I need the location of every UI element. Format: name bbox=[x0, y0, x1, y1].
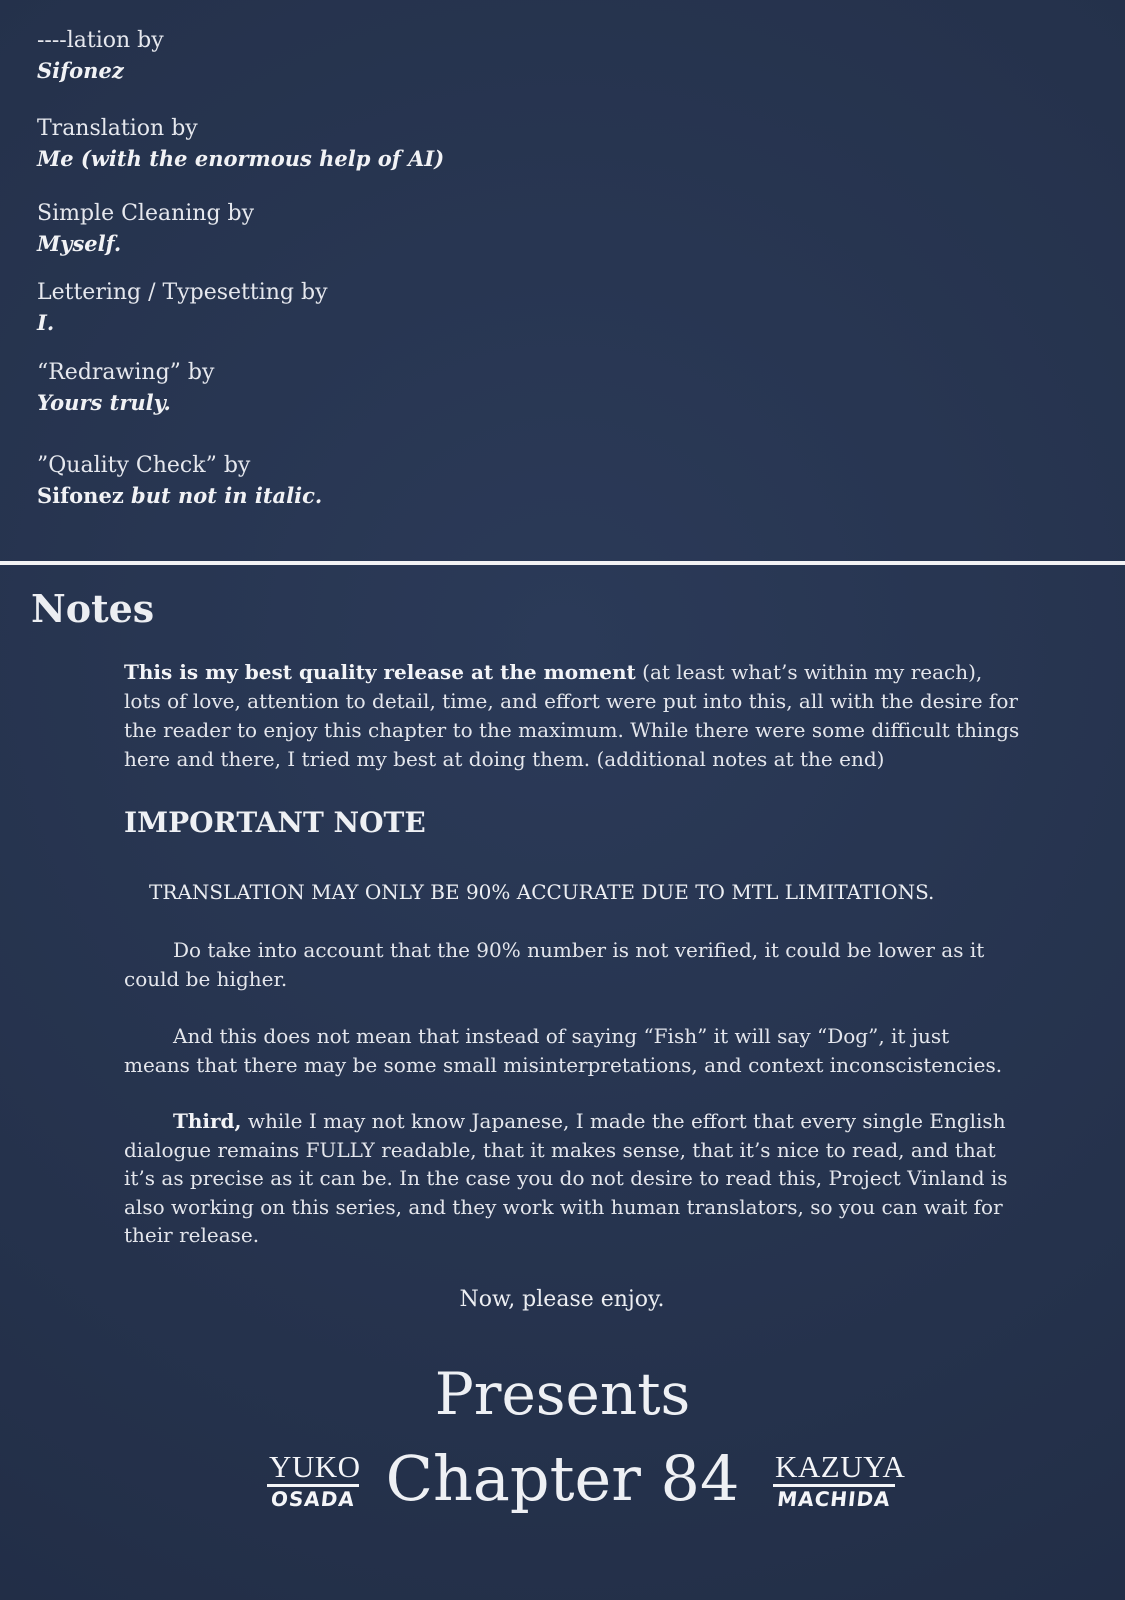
intro-paragraph bbox=[124, 658, 1024, 774]
author-logo-right bbox=[773, 1449, 906, 1511]
credit-name bbox=[37, 481, 322, 511]
credit-entry bbox=[37, 26, 164, 86]
note-bold-lead: Third, bbox=[173, 1109, 242, 1133]
notes-body bbox=[124, 658, 1024, 1312]
credit-entry bbox=[37, 114, 444, 174]
note-paragraph: And this does not mean that instead of saying “Fish” it will say “Dog”, it just means that there may be some small misinterpretations, and context inconscistencies. bbox=[124, 1024, 1003, 1077]
credit-entry bbox=[37, 199, 254, 259]
credit-name: Myself. bbox=[37, 231, 122, 256]
credit-name-upright: Sifonez bbox=[37, 483, 124, 508]
credit-name: Yours truly. bbox=[37, 390, 171, 415]
note-text: while I may not know Japanese, I made the effort that every single English dialogue remains FULLY readable, that it makes sense, that it’s nice to read, and that it’s as precise as it can be. In the case you do not desire to read this, Project Vinland is also working on this series, and they work with human translators, so you can wait for their release. bbox=[124, 1109, 1008, 1247]
author-logo-top-text: YUKO bbox=[267, 1451, 359, 1487]
author-logo-bottom-text: MACHIDA bbox=[776, 1487, 892, 1511]
credit-name-italic: but not in italic. bbox=[123, 483, 323, 508]
presents-title: Presents bbox=[434, 1360, 691, 1428]
chapter-title: Chapter 84 bbox=[385, 1442, 740, 1515]
author-logo-top-text: KAZUYA bbox=[773, 1451, 895, 1487]
credit-entry bbox=[37, 278, 328, 338]
important-note-heading: IMPORTANT NOTE bbox=[124, 806, 426, 839]
credit-role: “Redrawing” by bbox=[37, 360, 215, 385]
accuracy-warning: TRANSLATION MAY ONLY BE 90% ACCURATE DUE TO MTL LIMITATIONS. bbox=[149, 880, 935, 904]
credit-entry bbox=[37, 451, 322, 511]
section-divider bbox=[0, 561, 1125, 565]
author-logo-left bbox=[267, 1451, 359, 1511]
credit-role: Lettering / Typesetting by bbox=[37, 280, 328, 305]
credit-name: Sifonez bbox=[37, 58, 124, 83]
credit-role: ----lation by bbox=[37, 28, 164, 53]
enjoy-line: Now, please enjoy. bbox=[459, 1287, 665, 1312]
note-paragraph: Do take into account that the 90% number is not verified, it could be lower as it could be higher. bbox=[124, 938, 985, 991]
note-paragraph bbox=[124, 1107, 1019, 1250]
credit-role: Simple Cleaning by bbox=[37, 201, 255, 226]
credit-entry bbox=[37, 358, 214, 418]
credit-role: Translation by bbox=[37, 116, 198, 141]
notes-heading: Notes bbox=[31, 586, 155, 631]
credit-name: Me (with the enormous help of AI) bbox=[37, 146, 445, 171]
credit-role: ”Quality Check” by bbox=[37, 453, 251, 478]
credit-name: I. bbox=[37, 310, 55, 335]
intro-text: (at least what’s within my reach), lots of love, attention to detail, time, and effort were put into this, all with the desire for the reader to enjoy this chapter to the maximum. While there were some difficult things here and there, I tried my best at doing them. (additional notes at the end) bbox=[124, 660, 1020, 771]
intro-bold-text: This is my best quality release at the moment bbox=[124, 660, 636, 684]
author-logo-bottom-text: OSADA bbox=[269, 1487, 357, 1511]
